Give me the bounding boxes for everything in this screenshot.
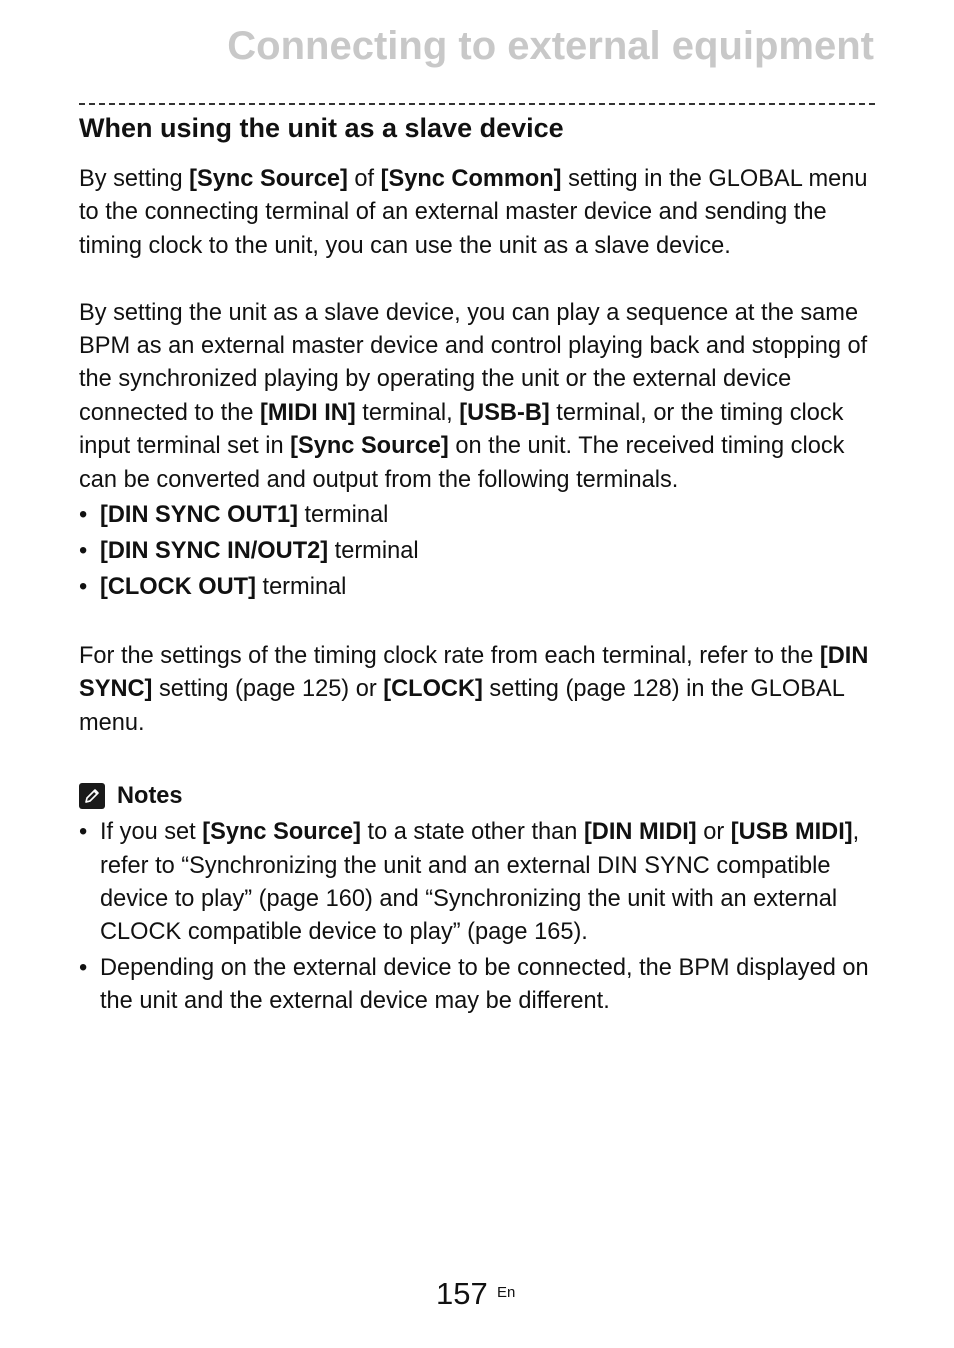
section-heading: When using the unit as a slave device <box>79 113 564 143</box>
sync-source-label: [Sync Source] <box>189 166 348 192</box>
clock-label: [CLOCK] <box>383 676 483 703</box>
text-run: terminal <box>297 502 389 529</box>
text-run: setting (page 128) in the GLOBAL menu. <box>79 676 844 736</box>
text-run: Depending on the external device to be connected, the BPM displayed on the unit and the external device may be different. <box>100 954 869 1015</box>
din-midi-label: [DIN MIDI] <box>583 819 697 846</box>
sync-source-label: [Sync Source] <box>202 819 361 846</box>
notes-heading <box>79 778 879 814</box>
list-item <box>79 952 879 1019</box>
usb-midi-label: [USB MIDI] <box>730 819 853 846</box>
terminal-name: [CLOCK OUT] <box>100 574 256 601</box>
page-header-title: Connecting to external equipment <box>227 24 874 68</box>
header-divider <box>79 103 875 105</box>
midi-in-label: [MIDI IN] <box>260 399 356 426</box>
text-run: terminal <box>255 574 347 601</box>
terminal-name: [DIN SYNC OUT1] <box>100 502 298 529</box>
list-item <box>79 816 879 950</box>
list-item <box>79 497 879 533</box>
text-run: If you set <box>100 819 203 846</box>
page-language: En <box>497 1284 516 1301</box>
text-run: of <box>347 166 381 192</box>
terminal-list <box>79 497 879 605</box>
text-run: By setting <box>79 166 190 192</box>
slave-description-paragraph <box>79 297 879 497</box>
usb-b-label: [USB-B] <box>459 399 550 426</box>
text-run: terminal, or the timing clock input terminal set in <box>79 399 844 460</box>
text-run: to a state other than <box>360 819 584 846</box>
sync-common-label: [Sync Common] <box>380 166 562 192</box>
page-number: 157 <box>436 1276 488 1311</box>
intro-paragraph <box>79 163 879 263</box>
text-run: terminal <box>328 538 419 565</box>
sync-source-label: [Sync Source] <box>290 433 449 460</box>
din-sync-label: [DIN SYNC] <box>79 643 869 703</box>
list-item <box>79 569 879 605</box>
text-run: on the unit. The received timing clock can be converted and output from the following terminals. <box>79 433 845 493</box>
pencil-icon <box>79 783 105 809</box>
text-run: setting in the GLOBAL menu to the connecting terminal of an external master device and sending the timing clock to the unit, you can use the unit as a slave device. <box>79 166 868 259</box>
clock-rate-paragraph <box>79 640 879 740</box>
text-run: or <box>696 819 731 846</box>
text-run: , refer to “Synchronizing the unit and an external DIN SYNC compatible device to play” (page 160) and “Synchronizing the unit with an external CLOCK compatible device to play” (page 165). <box>100 819 860 946</box>
notes-title: Notes <box>117 782 183 809</box>
page-content <box>79 163 879 1019</box>
notes-list <box>79 816 879 1018</box>
text-run: setting (page 125) or <box>152 676 384 703</box>
text-run: For the settings of the timing clock rate from each terminal, refer to the <box>79 643 820 670</box>
list-item <box>79 533 879 569</box>
text-run: By setting the unit as a slave device, you can play a sequence at the same BPM as an external master device and control playing back and stopping of the synchronized playing by operating the unit or the external device connected to the <box>79 299 868 426</box>
terminal-name: [DIN SYNC IN/OUT2] <box>100 538 329 565</box>
text-run: terminal, <box>355 399 460 426</box>
